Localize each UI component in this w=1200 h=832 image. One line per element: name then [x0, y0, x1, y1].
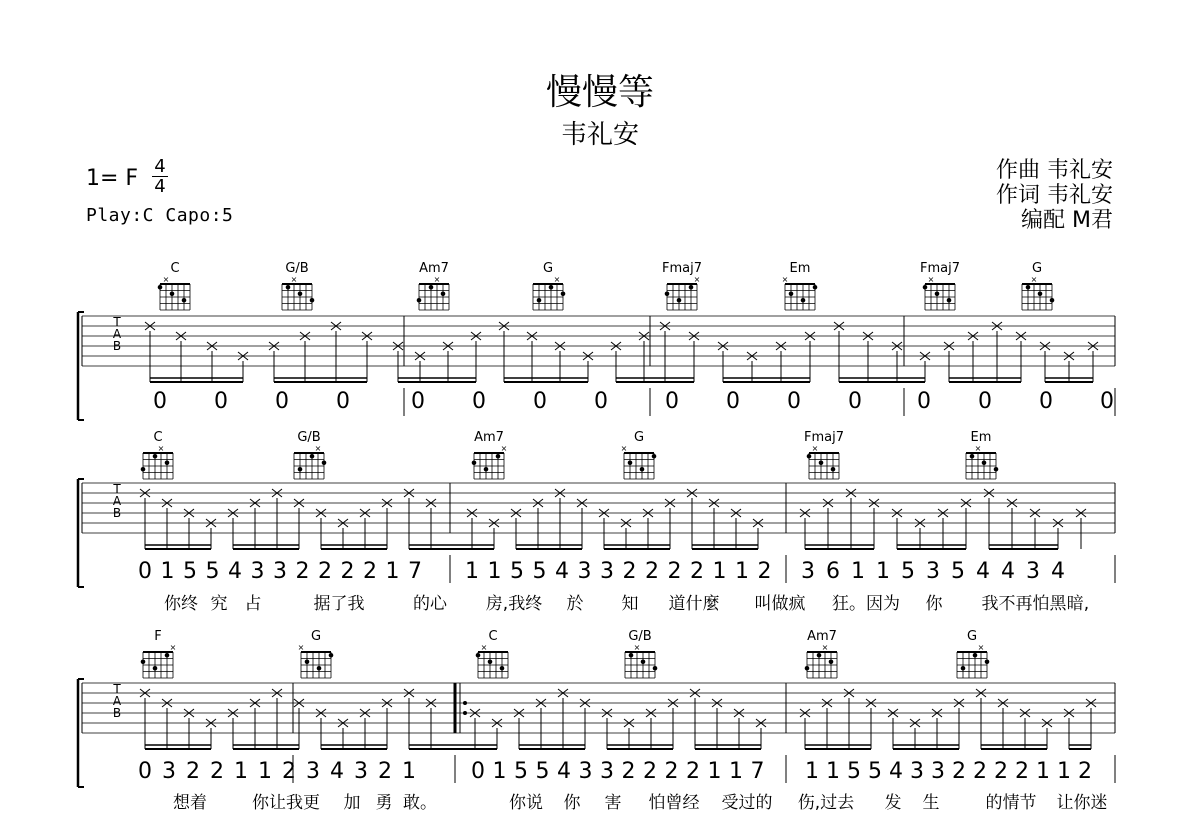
chord-mute: ×	[620, 444, 628, 453]
numbered-note: 1	[851, 559, 865, 584]
chord-name: Fmaj7	[662, 261, 702, 276]
tab-clef-t: T	[113, 482, 121, 496]
chord-dot	[153, 454, 158, 459]
numbered-note: 4	[555, 559, 569, 584]
chord-name: C	[488, 629, 498, 644]
chord-mute: ×	[811, 444, 819, 453]
tab-clef-t: T	[113, 315, 121, 329]
numbered-note: 0	[275, 389, 289, 414]
lyric: 你	[925, 594, 943, 614]
chord-dot	[158, 285, 163, 290]
chord-name: G/B	[297, 430, 321, 445]
numbered-note: 1	[258, 759, 272, 784]
numbered-note: 0	[787, 389, 801, 414]
chord-mute: ×	[480, 643, 488, 652]
chord-mute: ×	[1030, 275, 1038, 284]
numbered-note: 2	[952, 759, 966, 784]
lyric: 伤,过去	[797, 793, 855, 813]
numbered-note: 2	[973, 759, 987, 784]
lyric: 受过的	[721, 793, 773, 813]
chord-dot	[813, 285, 818, 290]
composer-credit: 作曲 韦礼安	[996, 158, 1113, 183]
numbered-note: 1	[876, 559, 890, 584]
chord-dot	[817, 653, 822, 658]
numbered-note: 2	[622, 559, 637, 584]
chord-dot	[441, 292, 446, 297]
numbered-note: 0	[153, 389, 167, 414]
numbered-note: 1	[1057, 759, 1071, 784]
lyric: 的情节	[985, 793, 1037, 813]
chord-dot	[417, 298, 422, 303]
chord-dot	[310, 454, 315, 459]
numbered-note: 5	[951, 559, 965, 584]
chord-dot	[496, 454, 501, 459]
lyric: 叫做疯	[754, 594, 806, 614]
chord-diagram	[782, 261, 818, 310]
chord-dot	[317, 666, 322, 671]
chord-dot	[807, 454, 812, 459]
numbered-note: 1	[234, 759, 248, 784]
repeat-dot	[463, 711, 467, 715]
chord-diagram	[533, 261, 565, 310]
numbered-note: 4	[228, 559, 242, 584]
lyric: 让你迷	[1056, 793, 1108, 813]
chord-mute: ×	[553, 275, 561, 284]
chord-diagram	[1022, 261, 1054, 310]
chord-mute: ×	[781, 275, 789, 284]
numbered-note: 1	[1036, 759, 1050, 784]
lyric: 你说	[509, 793, 543, 813]
numbered-note: 3	[273, 559, 287, 584]
chord-dot	[629, 653, 634, 658]
numbered-note: 0	[594, 389, 608, 414]
chord-mute: ×	[693, 275, 701, 284]
chord-mute: ×	[927, 275, 935, 284]
numbered-note: 0	[917, 389, 931, 414]
chord-dot	[1026, 285, 1031, 290]
numbered-note: 1	[729, 759, 743, 784]
numbered-note: 0	[214, 389, 228, 414]
numbered-note: 2	[686, 759, 700, 784]
numbered-note: 1	[487, 559, 502, 584]
time-signature-top: 4	[154, 156, 166, 177]
numbered-note: 5	[868, 759, 882, 784]
lyric: 加	[343, 793, 361, 813]
lyric: 敢。	[403, 793, 437, 813]
chord-dot	[329, 653, 334, 658]
time-signature-bottom: 4	[154, 176, 166, 197]
chord-dot	[652, 454, 657, 459]
numbered-note: 2	[295, 559, 310, 584]
numbered-note: 1	[385, 559, 400, 584]
song-artist: 韦礼安	[560, 120, 639, 150]
chord-diagram	[476, 629, 508, 678]
chord-dot	[923, 285, 928, 290]
chord-dot	[170, 292, 175, 297]
numbered-note: 4	[557, 759, 571, 784]
lyric: 发	[884, 793, 902, 813]
numbered-note: 7	[408, 559, 422, 584]
lyric: 於	[566, 594, 584, 614]
numbered-note: 3	[931, 759, 945, 784]
chord-dot	[970, 454, 975, 459]
numbered-note: 2	[282, 759, 296, 784]
chord-dot	[141, 660, 146, 665]
lyric: 狂。因为	[832, 594, 900, 614]
numbered-note: 3	[600, 759, 614, 784]
chord-name: G	[966, 629, 978, 644]
numbered-note: 1	[402, 759, 416, 784]
numbered-note: 2	[378, 759, 392, 784]
numbered-note: 0	[138, 759, 152, 784]
key-signature: 1= F	[86, 166, 139, 191]
song-title: 慢慢等	[545, 72, 654, 113]
chord-dot	[182, 298, 187, 303]
chord-dot	[994, 467, 999, 472]
chord-mute: ×	[314, 444, 322, 453]
chord-dot	[476, 653, 481, 658]
chord-dot	[831, 467, 836, 472]
numbered-note: 3	[250, 559, 265, 584]
chord-diagram	[282, 261, 314, 310]
tab-clef-a: A	[112, 327, 122, 341]
numbered-note: 6	[826, 559, 840, 584]
chord-diagram	[294, 430, 326, 479]
chord-dot	[805, 666, 810, 671]
chord-diagram	[662, 261, 702, 310]
chord-dot	[985, 660, 990, 665]
numbered-note: 5	[532, 559, 547, 584]
chord-dot	[1050, 298, 1055, 303]
numbered-note: 2	[621, 759, 636, 784]
chord-dot	[689, 285, 694, 290]
repeat-dot	[463, 701, 467, 705]
numbered-note: 0	[726, 389, 740, 414]
lyric: 勇	[375, 793, 393, 813]
chord-dot	[982, 461, 987, 466]
chord-name: G	[542, 261, 554, 276]
tab-clef-t: T	[113, 682, 121, 696]
chord-dot	[665, 292, 670, 297]
tab-clef-b: B	[112, 339, 122, 353]
chord-name: Em	[970, 430, 992, 445]
lyric: 想着	[173, 793, 207, 813]
numbered-note: 3	[600, 559, 614, 584]
numbered-note: 3	[354, 759, 368, 784]
chord-dot	[537, 298, 542, 303]
lyric: 暗,	[1066, 594, 1090, 614]
numbered-note: 0	[138, 559, 152, 584]
chord-dot	[488, 660, 493, 665]
chord-dot	[819, 461, 824, 466]
numbered-note: 3	[577, 559, 592, 584]
numbered-note: 2	[318, 559, 332, 584]
chord-dot	[628, 461, 633, 466]
chord-mute: ×	[290, 275, 298, 284]
chord-name: Fmaj7	[920, 261, 960, 276]
numbered-note: 5	[510, 559, 524, 584]
tab-clef-a: A	[112, 494, 122, 508]
chord-dot	[935, 292, 940, 297]
numbered-note: 3	[926, 559, 940, 584]
chord-diagram	[158, 261, 190, 310]
chord-dot	[549, 285, 554, 290]
numbered-note: 2	[340, 559, 355, 584]
chord-dot	[305, 660, 310, 665]
chord-dot	[310, 298, 315, 303]
lyric: 占	[244, 594, 262, 614]
chord-name: C	[170, 261, 180, 276]
arranger-credit: 编配 M君	[1021, 208, 1113, 233]
chord-dot	[165, 461, 170, 466]
chord-name: F	[154, 629, 162, 644]
numbered-note: 4	[1001, 559, 1015, 584]
numbered-note: 1	[492, 759, 507, 784]
numbered-note: 3	[578, 759, 593, 784]
chord-dot	[789, 292, 794, 297]
chord-dot	[286, 285, 291, 290]
chord-dot	[298, 467, 303, 472]
chord-name: Am7	[474, 430, 504, 445]
lyric: 怕曾经	[648, 793, 700, 813]
numbered-note: 4	[889, 759, 903, 784]
numbered-note: 0	[1039, 389, 1053, 414]
chord-diagram	[805, 629, 837, 678]
numbered-note: 2	[757, 559, 772, 584]
chord-name: Fmaj7	[804, 430, 844, 445]
chord-name: G/B	[628, 629, 652, 644]
chord-dot	[947, 298, 952, 303]
chord-dot	[829, 660, 834, 665]
lyric: 究	[210, 594, 228, 614]
numbered-note: 3	[801, 559, 815, 584]
chord-name: G	[1031, 261, 1043, 276]
numbered-note: 4	[330, 759, 344, 784]
chord-mute: ×	[157, 444, 165, 453]
numbered-note: 3	[1026, 559, 1040, 584]
chord-name: C	[153, 430, 163, 445]
chord-dot	[640, 467, 645, 472]
chord-dot	[961, 666, 966, 671]
numbered-note: 0	[472, 389, 486, 414]
numbered-note: 5	[535, 759, 550, 784]
numbered-note: 2	[210, 759, 224, 784]
numbered-note: 2	[1015, 759, 1029, 784]
chord-dot	[165, 653, 170, 658]
numbered-note: 1	[735, 559, 749, 584]
lyric: 我不再怕黑	[981, 594, 1067, 614]
tab-clef-b: B	[112, 506, 122, 520]
chord-dot	[1038, 292, 1043, 297]
chord-diagram	[472, 430, 508, 479]
numbered-note: 1	[707, 759, 722, 784]
chord-diagram	[920, 261, 960, 310]
numbered-note: 4	[976, 559, 990, 584]
chord-name: Am7	[419, 261, 449, 276]
chord-diagram	[957, 629, 989, 678]
chord-dot	[472, 461, 477, 466]
numbered-note: 1	[160, 559, 175, 584]
numbered-note: 0	[411, 389, 425, 414]
chord-mute: ×	[500, 444, 508, 453]
numbered-note: 2	[363, 559, 377, 584]
chord-mute: ×	[633, 643, 641, 652]
chord-diagram	[141, 629, 177, 678]
numbered-note: 2	[643, 759, 657, 784]
numbered-note: 1	[712, 559, 727, 584]
chord-dot	[561, 292, 566, 297]
chord-dot	[429, 285, 434, 290]
numbered-note: 2	[994, 759, 1008, 784]
chord-mute: ×	[169, 643, 177, 652]
lyric: 你终	[164, 594, 198, 614]
play-capo: Play:C Capo:5	[86, 205, 234, 226]
chord-dot	[641, 660, 646, 665]
chord-diagram	[141, 430, 173, 479]
chord-name: Am7	[807, 629, 837, 644]
numbered-note: 0	[471, 759, 485, 784]
numbered-note: 0	[533, 389, 547, 414]
tab-clef-a: A	[112, 694, 122, 708]
numbered-note: 1	[465, 559, 479, 584]
numbered-note: 1	[826, 759, 840, 784]
numbered-note: 5	[901, 559, 915, 584]
chord-dot	[484, 467, 489, 472]
numbered-note: 2	[667, 559, 682, 584]
chord-mute: ×	[297, 643, 305, 652]
lyric: 生	[922, 793, 940, 813]
chord-diagram	[625, 629, 657, 678]
lyric: 据了我	[313, 594, 365, 614]
numbered-note: 5	[514, 759, 528, 784]
numbered-note: 1	[805, 759, 819, 784]
chord-dot	[500, 666, 505, 671]
numbered-note: 0	[848, 389, 862, 414]
chord-dot	[677, 298, 682, 303]
chord-dot	[298, 292, 303, 297]
chord-diagram	[417, 261, 449, 310]
chord-dot	[153, 666, 158, 671]
numbered-note: 7	[750, 759, 765, 784]
numbered-note: 3	[910, 759, 924, 784]
chord-dot	[653, 666, 658, 671]
numbered-note: 4	[1051, 559, 1065, 584]
numbered-note: 2	[645, 559, 659, 584]
chord-name: Em	[789, 261, 811, 276]
chord-dot	[141, 467, 146, 472]
lyric: 的心	[413, 594, 447, 614]
chord-mute: ×	[433, 275, 441, 284]
numbered-note: 2	[186, 759, 200, 784]
chord-diagram	[621, 430, 657, 479]
chord-dot	[801, 298, 806, 303]
numbered-note: 5	[183, 559, 197, 584]
numbered-note: 3	[162, 759, 176, 784]
numbered-note: 5	[205, 559, 220, 584]
chord-name: G	[633, 430, 645, 445]
numbered-note: 0	[336, 389, 350, 414]
chord-dot	[322, 461, 327, 466]
lyric: 你让我更	[252, 793, 320, 813]
chord-diagram	[804, 430, 844, 479]
chord-diagram	[298, 629, 334, 678]
lyric: 你	[563, 793, 581, 813]
chord-name: G	[310, 629, 322, 644]
numbered-note: 2	[664, 759, 679, 784]
chord-mute: ×	[162, 275, 170, 284]
lyricist-credit: 作词 韦礼安	[996, 183, 1113, 208]
chord-mute: ×	[821, 643, 829, 652]
chord-dot	[973, 653, 978, 658]
chord-diagram	[966, 430, 998, 479]
chord-mute: ×	[977, 643, 985, 652]
chord-mute: ×	[974, 444, 982, 453]
tab-clef-b: B	[112, 706, 122, 720]
numbered-note: 0	[665, 389, 679, 414]
lyric: 房,我终	[485, 594, 543, 614]
lyric: 知	[621, 594, 639, 614]
numbered-note: 3	[306, 759, 320, 784]
numbered-note: 2	[690, 559, 704, 584]
numbered-note: 0	[1100, 389, 1114, 414]
numbered-note: 2	[1078, 759, 1092, 784]
lyric: 害	[604, 793, 622, 813]
chord-name: G/B	[285, 261, 309, 276]
numbered-note: 0	[978, 389, 992, 414]
lyric: 道什麼	[668, 594, 720, 614]
numbered-note: 5	[847, 759, 861, 784]
